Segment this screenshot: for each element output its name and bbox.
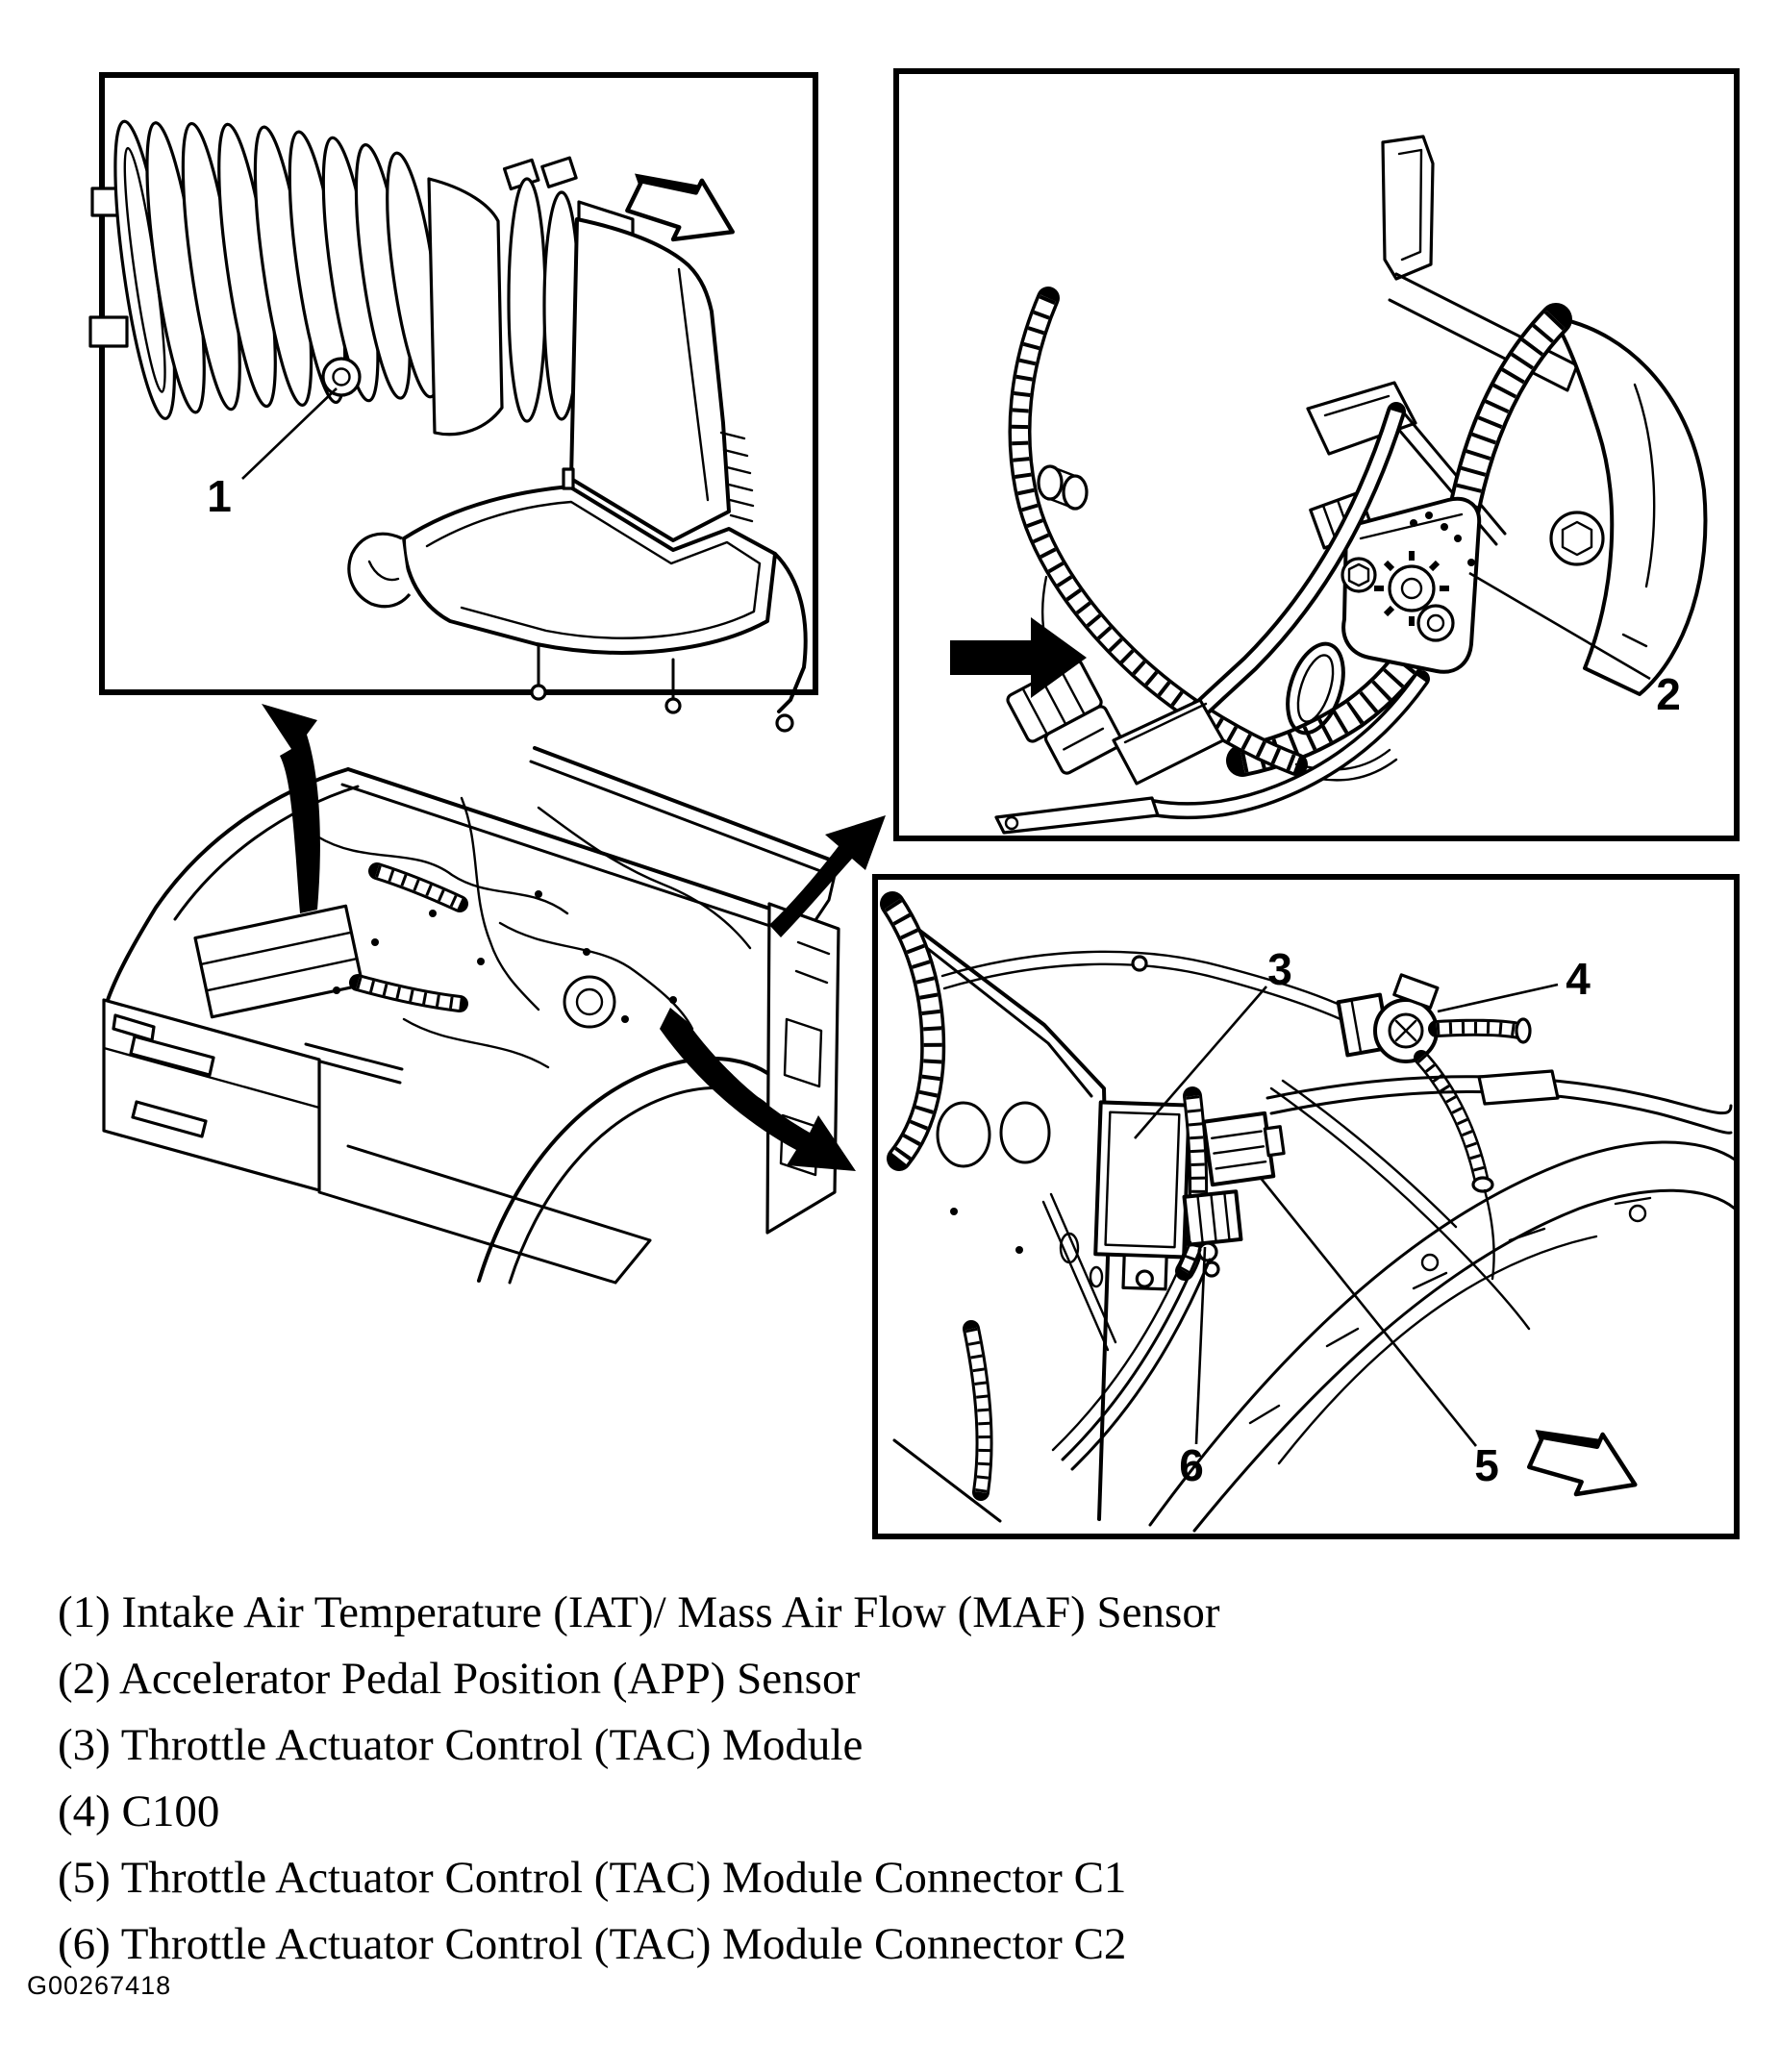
detail-panel-air-cleaner (90, 75, 815, 731)
panel-border (875, 877, 1737, 1536)
callout-1-label: 1 (207, 471, 232, 521)
front-bumper (104, 1000, 650, 1283)
a-pillar-structure (767, 904, 839, 1233)
callout-3-label: 3 (1267, 944, 1292, 994)
legend (58, 1580, 1219, 1978)
iat-maf-sensor-grommet (323, 359, 360, 395)
callout-5-label: 5 (1474, 1440, 1499, 1490)
curved-arrow-up-right-icon (769, 815, 886, 937)
legend-item-5: (5) Throttle Actuator Control (TAC) Module Connector C1 (58, 1853, 1127, 1903)
detail-panel-tac-module (875, 877, 1737, 1536)
curved-arrow-up-left-icon (262, 704, 320, 913)
callout-4-label: 4 (1566, 954, 1591, 1004)
engine-bay-overview (104, 748, 839, 1283)
detail-panel-pedal-assembly (896, 71, 1737, 838)
legend-item-6: (6) Throttle Actuator Control (TAC) Module Connector C2 (58, 1919, 1127, 1969)
legend-item-1: (1) Intake Air Temperature (IAT)/ Mass Air Flow (MAF) Sensor (58, 1587, 1220, 1637)
callout-2-label: 2 (1656, 669, 1681, 719)
legend-item-3: (3) Throttle Actuator Control (TAC) Module (58, 1720, 864, 1770)
figure-code: G00267418 (27, 1971, 172, 2000)
callout-6-label: 6 (1179, 1440, 1204, 1490)
tac-connector-c2 (1185, 1191, 1241, 1244)
legend-item-4: (4) C100 (58, 1786, 220, 1836)
legend-item-2: (2) Accelerator Pedal Position (APP) Sensor (58, 1654, 861, 1704)
